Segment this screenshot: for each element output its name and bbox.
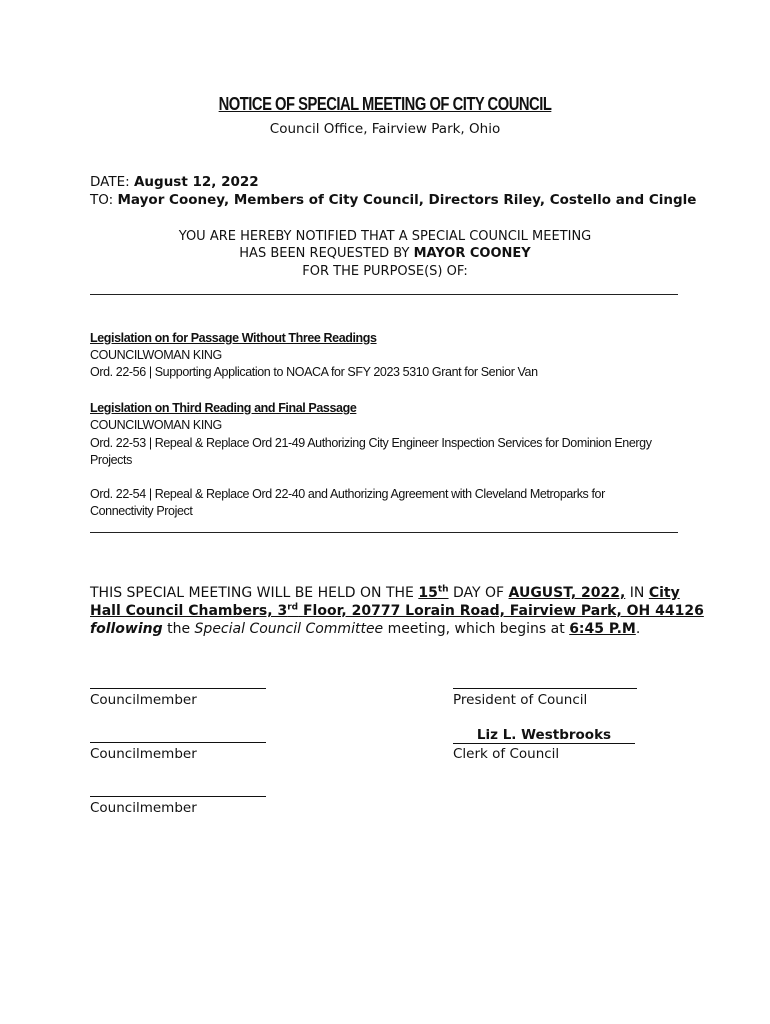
signature-line-3 xyxy=(90,796,266,797)
meeting-location-2a: Hall Council Chambers, 3 xyxy=(90,603,288,619)
page-subtitle: Council Office, Fairview Park, Ohio xyxy=(269,121,501,137)
meeting-committee: Special Council Committee xyxy=(194,621,384,637)
clerk-label: Clerk of Council xyxy=(453,746,560,762)
meeting-line-3 xyxy=(90,621,640,637)
section2-item-2-line-1: Ord. 22-54 | Repeal & Replace Ord 22-40 and Authorizing Agreement with Cleveland Metroparks for xyxy=(90,487,605,501)
date-value: August 12, 2022 xyxy=(133,174,259,190)
notice-line-3: FOR THE PURPOSE(S) OF: xyxy=(302,264,468,279)
signature-line-2 xyxy=(90,742,266,743)
meeting-location-2 xyxy=(90,603,704,619)
meeting-following: following xyxy=(90,621,163,637)
meeting-location-1: City xyxy=(648,585,680,601)
meeting-line-2 xyxy=(90,603,704,619)
meeting-text-2: DAY OF xyxy=(452,585,505,601)
to-value: Mayor Cooney, Members of City Council, Directors Riley, Costello and Cingle xyxy=(117,192,697,208)
notice-line-2-prefix: HAS BEEN REQUESTED BY xyxy=(239,246,410,261)
meeting-month: AUGUST, 2022, xyxy=(508,585,626,601)
section1-sponsor: COUNCILWOMAN KING xyxy=(90,348,222,362)
section2-item-1-line-1: Ord. 22-53 | Repeal & Replace Ord 21-49 Authorizing City Engineer Inspection Services for Dominion Energy xyxy=(90,436,652,450)
meeting-text-3: IN xyxy=(629,585,645,601)
requester-name: MAYOR COONEY xyxy=(413,246,531,261)
president-label: President of Council xyxy=(453,692,588,708)
to-label: TO: xyxy=(90,192,114,208)
councilmember-label-3: Councilmember xyxy=(90,800,197,816)
divider-top xyxy=(90,294,678,295)
meeting-period: . xyxy=(635,621,641,637)
page-title: NOTICE OF SPECIAL MEETING OF CITY COUNCIL xyxy=(218,94,552,114)
clerk-name: Liz L. Westbrooks xyxy=(453,728,635,744)
signature-line-president xyxy=(453,688,637,689)
section1-heading: Legislation on for Passage Without Three Readings xyxy=(90,331,377,345)
meeting-text-1: THIS SPECIAL MEETING WILL BE HELD ON THE xyxy=(90,585,414,601)
meeting-day xyxy=(418,585,448,601)
signature-line-1 xyxy=(90,688,266,689)
notice-line-2 xyxy=(0,246,770,261)
meeting-text-4: meeting, which begins at xyxy=(387,621,565,637)
date-line xyxy=(90,174,259,190)
meeting-time: 6:45 P.M xyxy=(569,621,636,637)
section2-item-1-line-2: Projects xyxy=(90,453,132,467)
divider-bottom xyxy=(90,532,678,533)
meeting-line-1 xyxy=(90,585,680,601)
councilmember-label-1: Councilmember xyxy=(90,692,197,708)
section2-heading: Legislation on Third Reading and Final Passage xyxy=(90,401,357,415)
meeting-day-number: 15 xyxy=(418,585,438,601)
section2-sponsor: COUNCILWOMAN KING xyxy=(90,418,222,432)
section2-item-2-line-2: Connectivity Project xyxy=(90,504,193,518)
meeting-the: the xyxy=(167,621,191,637)
councilmember-label-2: Councilmember xyxy=(90,746,197,762)
meeting-floor-suffix: rd xyxy=(287,602,299,613)
meeting-day-suffix: th xyxy=(437,584,449,595)
meeting-location-2b: Floor, 20777 Lorain Road, Fairview Park, OH 44126 xyxy=(302,603,704,619)
section1-item-1: Ord. 22-56 | Supporting Application to NOACA for SFY 2023 5310 Grant for Senior Van xyxy=(90,365,538,379)
date-label: DATE: xyxy=(90,174,130,190)
to-line xyxy=(90,192,696,208)
notice-line-1: YOU ARE HEREBY NOTIFIED THAT A SPECIAL COUNCIL MEETING xyxy=(178,229,592,244)
